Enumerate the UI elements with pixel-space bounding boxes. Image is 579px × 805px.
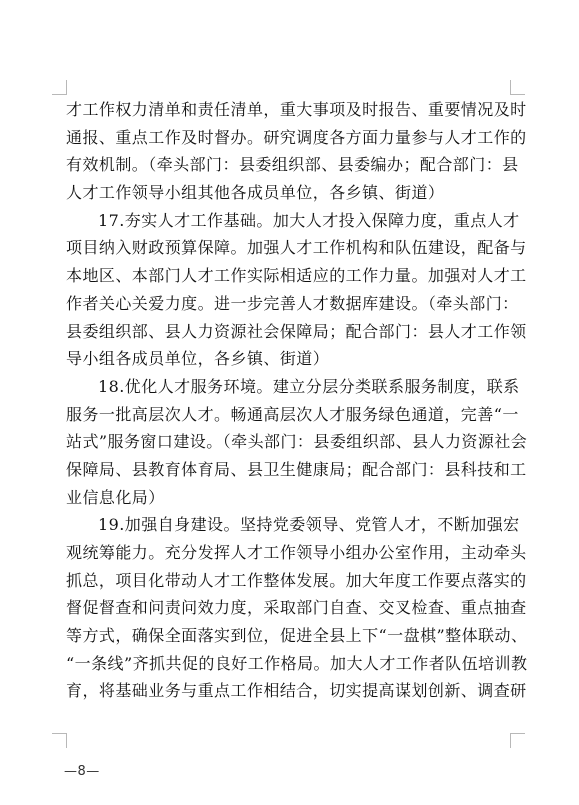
text-line: 保障局、县教育体育局、县卫生健康局；配合部门：县科技和工 [66, 459, 527, 479]
text-line: 督促督查和问责问效力度，采取部门自查、交叉检查、重点抽查 [66, 598, 527, 618]
text-line: 18.优化人才服务环境。建立分层分类联系服务制度，联系 [98, 376, 520, 396]
crop-mark-bottom-left [52, 733, 67, 748]
text-line: 站式”服务窗口建设。（牵头部门：县委组织部、县人力资源社会 [66, 432, 528, 452]
text-line: 育，将基础业务与重点工作相结合，切实提高谋划创新、调查研 [66, 681, 527, 701]
crop-mark-top-left [52, 80, 67, 95]
crop-mark-bottom-right [510, 733, 525, 748]
text-line: 观统筹能力。充分发挥人才工作领导小组办公室作用，主动牵头 [66, 543, 527, 562]
text-line: 17.夯实人才工作基础。加大人才投入保障力度，重点人才 [98, 210, 520, 230]
body-text [66, 96, 528, 705]
crop-mark-top-right [510, 80, 525, 95]
text-line: 通报、重点工作及时督办。研究调度各方面力量参与人才工作的 [66, 127, 527, 147]
text-line: 业信息化局） [66, 487, 165, 507]
text-line: 才工作权力清单和责任清单，重大事项及时报告、重要情况及时 [66, 100, 527, 119]
text-line: 19.加强自身建设。坚持党委领导、党管人才，不断加强宏 [98, 515, 520, 535]
text-line: 项目纳入财政预算保障。加强人才工作机构和队伍建设，配备与 [66, 238, 527, 258]
text-line: 抓总，项目化带动人才工作整体发展。加大年度工作要点落实的 [66, 570, 527, 590]
page-number: —8— [64, 764, 100, 779]
text-line: 导小组各成员单位，各乡镇、街道） [66, 349, 330, 369]
text-line: 有效机制。（牵头部门：县委组织部、县委编办；配合部门：县 [66, 155, 519, 175]
text-line: 服务一批高层次人才。畅通高层次人才服务绿色通道，完善“一 [66, 404, 519, 424]
text-line: 县委组织部、县人力资源社会保障局；配合部门：县人才工作领 [66, 321, 527, 341]
text-line: 人才工作领导小组其他各成员单位，各乡镇、街道） [66, 183, 445, 203]
text-line: 作者关心关爱力度。进一步完善人才数据库建设。（牵头部门： [66, 293, 519, 313]
text-line: 本地区、本部门人才工作实际相适应的工作力量。加强对人才工 [66, 266, 527, 286]
text-line: 等方式，确保全面落实到位，促进全县上下“一盘棋”整体联动、 [66, 626, 528, 646]
text-line: “一条线”齐抓共促的良好工作格局。加大人才工作者队伍培训教 [66, 653, 528, 673]
